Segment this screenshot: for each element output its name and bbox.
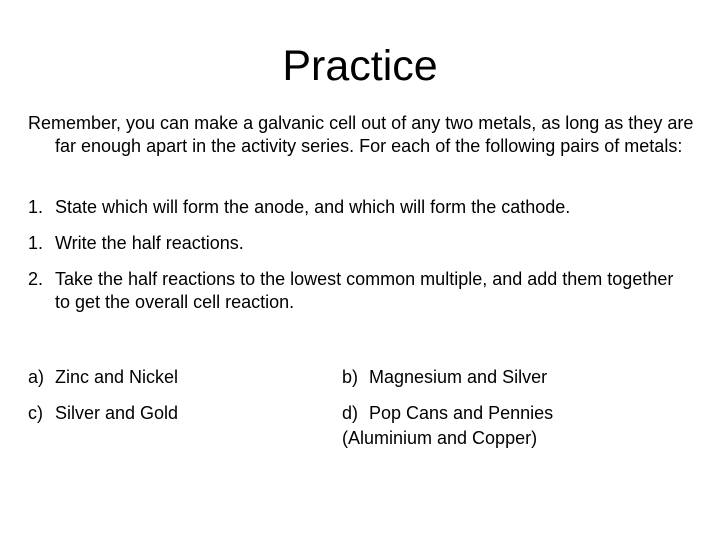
step-text: State which will form the anode, and which will form the cathode. bbox=[55, 197, 571, 217]
step-number: 2. bbox=[28, 269, 44, 289]
pair-text: Zinc and Nickel bbox=[55, 367, 179, 387]
step-text: Write the half reactions. bbox=[55, 233, 244, 253]
pair-text: Magnesium and Silver bbox=[369, 367, 548, 387]
pair-subtext: (Aluminium and Copper) bbox=[342, 428, 538, 448]
metal-pair-d bbox=[342, 402, 554, 448]
step-text: Take the half reactions to the lowest common multiple, and add them together to get the overall cell reaction. bbox=[55, 269, 674, 312]
pair-label: c) bbox=[28, 403, 43, 423]
metal-pair-a bbox=[28, 366, 178, 389]
pair-label: a) bbox=[28, 367, 45, 387]
step-number: 1. bbox=[28, 233, 44, 253]
instruction-step bbox=[28, 268, 678, 314]
pair-text: Silver and Gold bbox=[55, 403, 179, 423]
pair-text: Pop Cans and Pennies bbox=[369, 403, 554, 423]
intro-paragraph: Remember, you can make a galvanic cell out of any two metals, as long as they are far enough apart in the activity series. For each of the following pairs of metals: bbox=[28, 113, 694, 156]
slide-title: Practice bbox=[282, 42, 438, 90]
step-number: 1. bbox=[28, 197, 44, 217]
instruction-step bbox=[28, 196, 678, 219]
pair-label: b) bbox=[342, 367, 359, 387]
metal-pair-c bbox=[28, 402, 178, 425]
pair-label: d) bbox=[342, 403, 359, 423]
instruction-step bbox=[28, 232, 678, 255]
metal-pair-b bbox=[342, 366, 547, 389]
